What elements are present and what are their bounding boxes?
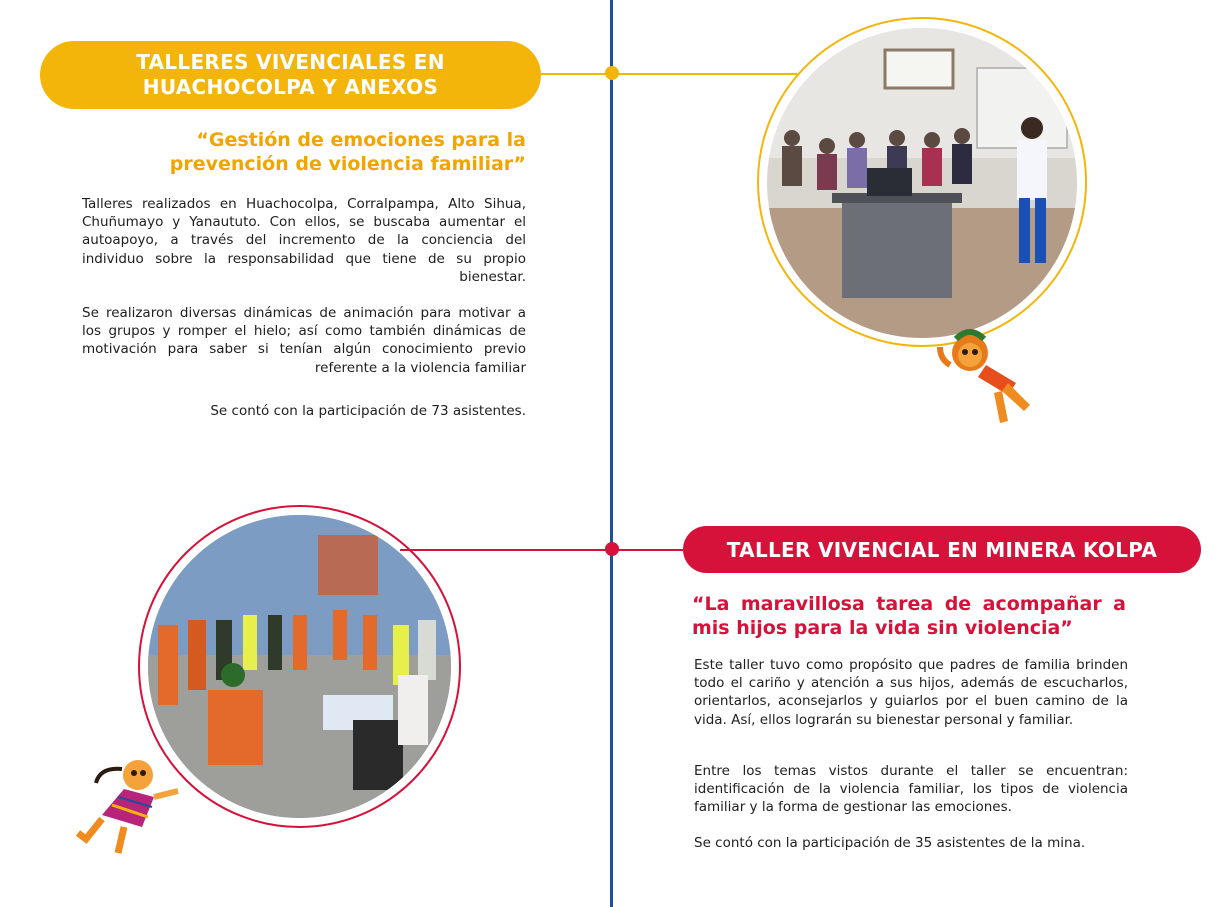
paragraph: Entre los temas vistos durante el taller se encuentran: identificación de la violencia familiar, los tipos de violencia familiar y la forma de gestionar las emociones.: [694, 763, 1128, 816]
timeline-line: [610, 0, 613, 907]
section-subtitle: “Gestión de emociones para la prevención de violencia familiar”: [169, 129, 526, 175]
section-subtitle: “La maravillosa tarea de acompañar a mis hijos para la vida sin violencia”: [692, 593, 1126, 639]
mascot-illustration: [936, 325, 1046, 430]
paragraph: Se realizaron diversas dinámicas de animación para motivar a los grupos y romper el hielo; así como también dinámicas de motivación para saber si tenían algún conocimiento previo referente a la violencia familiar: [82, 305, 526, 376]
section-banner: [683, 526, 1201, 573]
paragraph: Se contó con la participación de 73 asistentes.: [210, 403, 526, 419]
workshop-photo: [767, 28, 1077, 338]
timeline-dot: [605, 66, 619, 80]
connector-line: [541, 73, 797, 75]
banner-title: TALLER VIVENCIAL EN MINERA KOLPA: [726, 537, 1158, 562]
paragraph: Talleres realizados en Huachocolpa, Corralpampa, Alto Sihua, Chuñumayo y Yanaututo. Con ellos, se buscaba aumentar el autoapoyo, a través del incremento de la conciencia del individuo sobre la responsabilidad que tiene de su propio bienestar.: [82, 196, 526, 285]
section-banner: [40, 41, 541, 109]
timeline-dot: [605, 542, 619, 556]
banner-title: TALLERES VIVENCIALES EN HUACHOCOLPA Y ANEXOS: [136, 50, 445, 99]
paragraph: Este taller tuvo como propósito que padres de familia brinden todo el cariño y atención a sus hijos, además de escucharlos, orientarlos, aconsejarlos y guiarlos por el buen camino de la vida. Así, ellos lograrán su bienestar personal y familiar.: [694, 657, 1128, 728]
workshop-photo: [148, 515, 451, 818]
connector-line: [400, 549, 683, 551]
mascot-illustration: [72, 757, 182, 857]
paragraph: Se contó con la participación de 35 asistentes de la mina.: [694, 835, 1086, 851]
